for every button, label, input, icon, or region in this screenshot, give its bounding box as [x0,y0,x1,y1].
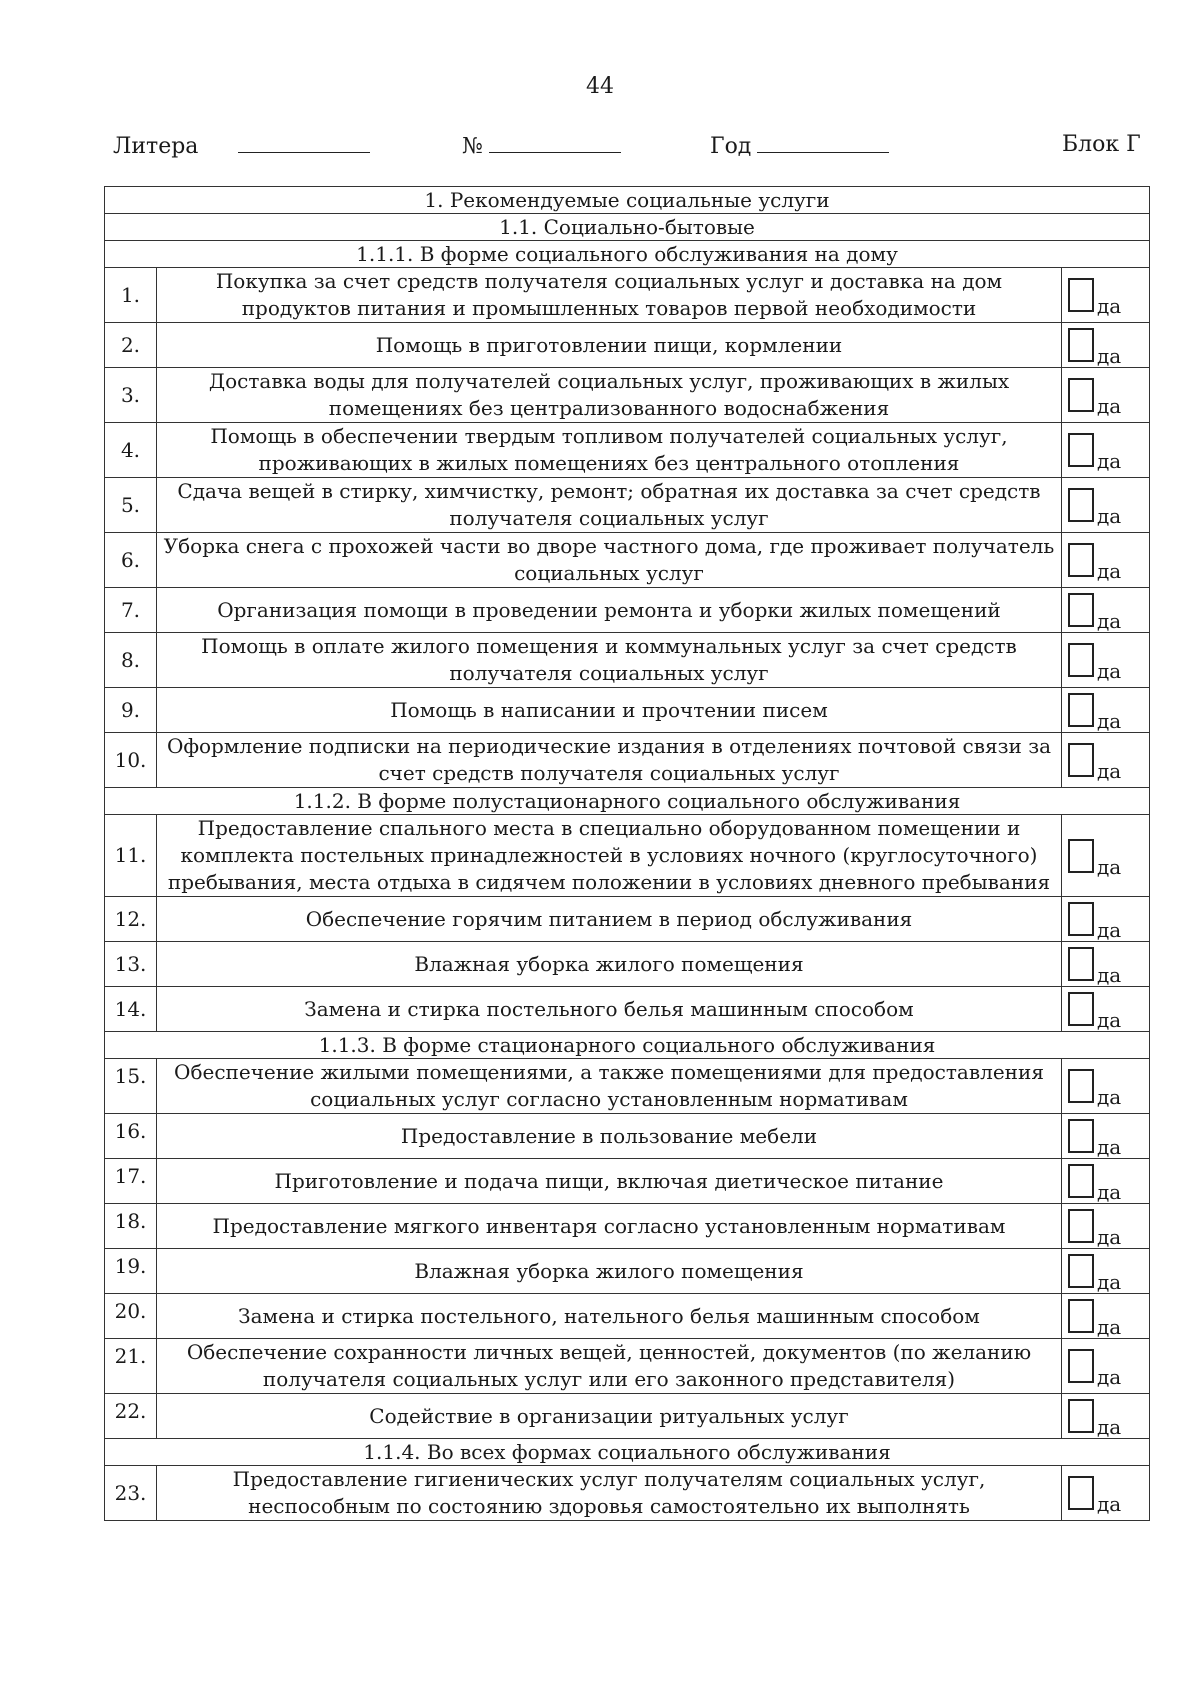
row-number: 7. [105,588,157,633]
yes-checkbox[interactable] [1068,1399,1094,1433]
service-description: Предоставление спального места в специально оборудованном помещении и комплекта постельных принадлежностей в условиях ночного (круглосуточного) пребывания, места отдыха в сидячем положении в условиях дневного пребывания [157,815,1062,897]
checkbox-cell [1061,1114,1149,1159]
yes-label: да [1096,449,1122,473]
table-row [105,533,1150,588]
page-number: 44 [586,74,614,99]
service-description: Приготовление и подача пищи, включая диетическое питание [157,1159,1062,1204]
yes-checkbox[interactable] [1068,1299,1094,1333]
service-description: Помощь в оплате жилого помещения и коммунальных услуг за счет средств получателя социальных услуг [157,633,1062,688]
table-row [105,987,1150,1032]
table-row [105,815,1150,897]
row-number: 18. [105,1204,157,1249]
checkbox-cell [1061,1339,1149,1394]
yes-checkbox[interactable] [1068,743,1094,777]
table-row [105,733,1150,788]
yes-checkbox[interactable] [1068,643,1094,677]
yes-checkbox[interactable] [1068,1254,1094,1288]
yes-checkbox[interactable] [1068,1164,1094,1198]
yes-checkbox[interactable] [1068,488,1094,522]
service-description: Влажная уборка жилого помещения [157,1249,1062,1294]
year-blank[interactable] [757,132,889,153]
yes-checkbox[interactable] [1068,1476,1094,1510]
service-description: Уборка снега с прохожей части во дворе частного дома, где проживает получатель социальных услуг [157,533,1062,588]
table-row [105,368,1150,423]
yes-checkbox[interactable] [1068,839,1094,873]
table-row [105,1394,1150,1439]
section-title: 1.1.1. В форме социального обслуживания на дому [105,241,1150,268]
service-description: Предоставление гигиенических услуг получателям социальных услуг, неспособным по состоянию здоровья самостоятельно их выполнять [157,1466,1062,1521]
yes-label: да [1096,659,1122,683]
row-number: 20. [105,1294,157,1339]
service-description: Сдача вещей в стирку, химчистку, ремонт; обратная их доставка за счет средств получателя социальных услуг [157,478,1062,533]
table-row [105,1114,1150,1159]
yes-checkbox[interactable] [1068,1209,1094,1243]
yes-label: да [1096,609,1122,633]
table-row [105,1294,1150,1339]
checkbox-cell [1061,1466,1149,1521]
row-number: 14. [105,987,157,1032]
service-description: Замена и стирка постельного белья машинным способом [157,987,1062,1032]
service-description: Содействие в организации ритуальных услуг [157,1394,1062,1439]
yes-label: да [1096,504,1122,528]
table-row [105,1466,1150,1521]
row-number: 16. [105,1114,157,1159]
number-blank[interactable] [489,132,621,153]
services-table [104,186,1150,1521]
yes-checkbox[interactable] [1068,1069,1094,1103]
section-title: 1.1.2. В форме полустационарного социального обслуживания [105,788,1150,815]
section-title: 1. Рекомендуемые социальные услуги [105,187,1150,214]
section-header-row [105,187,1150,214]
checkbox-cell [1061,423,1149,478]
section-header-row [105,1439,1150,1466]
service-description: Замена и стирка постельного, нательного белья машинным способом [157,1294,1062,1339]
checkbox-cell [1061,478,1149,533]
section-header-row [105,788,1150,815]
row-number: 6. [105,533,157,588]
yes-label: да [1096,394,1122,418]
yes-label: да [1096,1225,1122,1249]
table-row [105,1339,1150,1394]
litera-label: Литера [113,134,199,159]
yes-label: да [1096,294,1122,318]
service-description: Помощь в обеспечении твердым топливом получателей социальных услуг, проживающих в жилых помещениях без центрального отопления [157,423,1062,478]
yes-label: да [1096,709,1122,733]
checkbox-cell [1061,533,1149,588]
section-title: 1.1.4. Во всех формах социального обслуживания [105,1439,1150,1466]
table-row [105,478,1150,533]
table-row [105,633,1150,688]
section-header-row [105,241,1150,268]
year-field [710,132,889,159]
yes-checkbox[interactable] [1068,992,1094,1026]
yes-label: да [1096,1085,1122,1109]
service-description: Обеспечение горячим питанием в период обслуживания [157,897,1062,942]
service-description: Обеспечение сохранности личных вещей, ценностей, документов (по желанию получателя социальных услуг или его законного представителя) [157,1339,1062,1394]
row-number: 21. [105,1339,157,1394]
yes-label: да [1096,918,1122,942]
row-number: 3. [105,368,157,423]
section-header-row [105,1032,1150,1059]
yes-label: да [1096,1008,1122,1032]
yes-checkbox[interactable] [1068,378,1094,412]
service-description: Влажная уборка жилого помещения [157,942,1062,987]
checkbox-cell [1061,733,1149,788]
checkbox-cell [1061,688,1149,733]
row-number: 17. [105,1159,157,1204]
service-description: Помощь в приготовлении пищи, кормлении [157,323,1062,368]
service-description: Оформление подписки на периодические издания в отделениях почтовой связи за счет средств получателя социальных услуг [157,733,1062,788]
row-number: 19. [105,1249,157,1294]
row-number: 9. [105,688,157,733]
yes-label: да [1096,1315,1122,1339]
yes-label: да [1096,1180,1122,1204]
yes-checkbox[interactable] [1068,947,1094,981]
checkbox-cell [1061,368,1149,423]
section-title: 1.1.3. В форме стационарного социального обслуживания [105,1032,1150,1059]
checkbox-cell [1061,1249,1149,1294]
year-label: Год [710,134,752,159]
section-title: 1.1. Социально-бытовые [105,214,1150,241]
table-row [105,423,1150,478]
row-number: 1. [105,268,157,323]
yes-label: да [1096,1492,1122,1516]
yes-checkbox[interactable] [1068,693,1094,727]
table-row [105,323,1150,368]
yes-label: да [1096,759,1122,783]
checkbox-cell [1061,1394,1149,1439]
yes-label: да [1096,559,1122,583]
checkbox-cell [1061,987,1149,1032]
yes-label: да [1096,963,1122,987]
table-row [105,588,1150,633]
block-label: Блок Г [1062,132,1141,157]
yes-label: да [1096,1135,1122,1159]
yes-checkbox[interactable] [1068,1349,1094,1383]
checkbox-cell [1061,268,1149,323]
row-number: 23. [105,1466,157,1521]
yes-label: да [1096,344,1122,368]
row-number: 10. [105,733,157,788]
table-row [105,1059,1150,1114]
row-number: 15. [105,1059,157,1114]
yes-label: да [1096,1270,1122,1294]
number-label: № [462,134,483,159]
yes-checkbox[interactable] [1068,433,1094,467]
service-description: Предоставление мягкого инвентаря согласно установленным нормативам [157,1204,1062,1249]
row-number: 2. [105,323,157,368]
checkbox-cell [1061,1204,1149,1249]
checkbox-cell [1061,588,1149,633]
checkbox-cell [1061,815,1149,897]
table-row [105,1204,1150,1249]
section-header-row [105,214,1150,241]
yes-checkbox[interactable] [1068,1119,1094,1153]
checkbox-cell [1061,633,1149,688]
table-row [105,1159,1150,1204]
litera-field [113,132,370,159]
row-number: 11. [105,815,157,897]
checkbox-cell [1061,942,1149,987]
yes-label: да [1096,1365,1122,1389]
yes-checkbox[interactable] [1068,278,1094,312]
service-description: Обеспечение жилыми помещениями, а также помещениями для предоставления социальных услуг согласно установленным нормативам [157,1059,1062,1114]
yes-checkbox[interactable] [1068,902,1094,936]
row-number: 22. [105,1394,157,1439]
checkbox-cell [1061,1059,1149,1114]
yes-checkbox[interactable] [1068,543,1094,577]
yes-checkbox[interactable] [1068,328,1094,362]
service-description: Доставка воды для получателей социальных услуг, проживающих в жилых помещениях без централизованного водоснабжения [157,368,1062,423]
litera-blank[interactable] [238,132,370,153]
table-row [105,268,1150,323]
checkbox-cell [1061,1159,1149,1204]
yes-checkbox[interactable] [1068,593,1094,627]
service-description: Предоставление в пользование мебели [157,1114,1062,1159]
table-row [105,942,1150,987]
table-row [105,897,1150,942]
checkbox-cell [1061,897,1149,942]
service-description: Покупка за счет средств получателя социальных услуг и доставка на дом продуктов питания и промышленных товаров первой необходимости [157,268,1062,323]
row-number: 8. [105,633,157,688]
yes-label: да [1096,1415,1122,1439]
row-number: 4. [105,423,157,478]
row-number: 5. [105,478,157,533]
row-number: 13. [105,942,157,987]
service-description: Организация помощи в проведении ремонта и уборки жилых помещений [157,588,1062,633]
yes-label: да [1096,854,1122,879]
row-number: 12. [105,897,157,942]
service-description: Помощь в написании и прочтении писем [157,688,1062,733]
number-field [462,132,621,159]
checkbox-cell [1061,1294,1149,1339]
table-row [105,688,1150,733]
table-row [105,1249,1150,1294]
checkbox-cell [1061,323,1149,368]
